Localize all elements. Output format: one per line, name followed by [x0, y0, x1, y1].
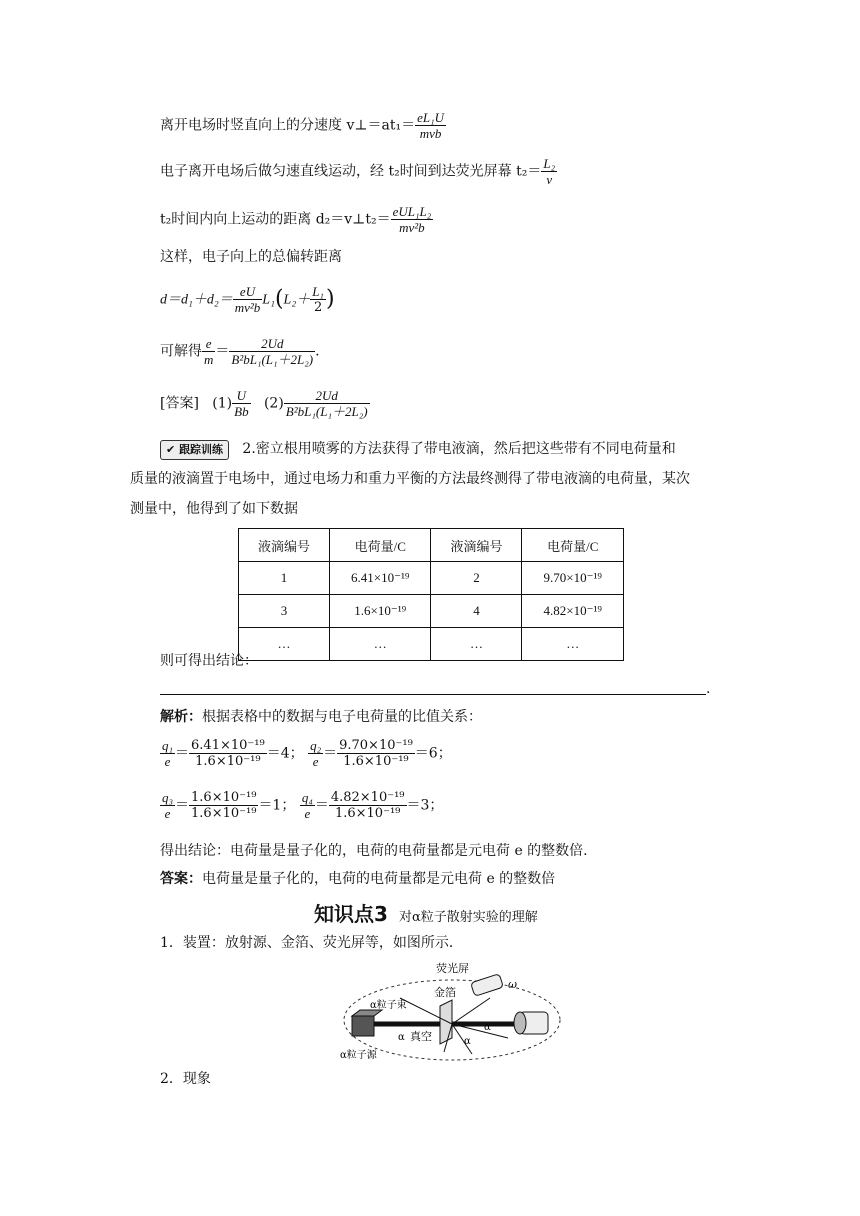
- charge-table: [238, 528, 624, 661]
- label-omega: ω: [508, 978, 517, 991]
- total-deflection-label: 这样，电子向上的总偏转距离: [160, 249, 342, 265]
- label-source: α粒子源: [340, 1050, 377, 1061]
- practice-badge: ✔ 跟踪训练: [160, 440, 229, 460]
- table-cell: 4.82×10⁻¹⁹: [522, 595, 624, 628]
- practice-line-2: 质量的液滴置于电场中，通过电场力和重力平衡的方法最终测得了带电液滴的电荷量，某次: [130, 471, 690, 487]
- distance-line: t₂时间内向上运动的距离 d₂＝v⊥t₂＝ $\frac{\text{eUL₁L₂}}{\text{mv²b}}$: [160, 204, 432, 235]
- time-line: 电子离开电场后做匀速直线运动，经 t₂时间到达荧光屏幕 t₂＝ $\frac{\text{L₂}}{v}$: [160, 156, 556, 187]
- alpha-source: [352, 1016, 374, 1036]
- analysis-result: 得出结论：电荷量是量子化的，电荷的电荷量都是元电荷 e 的整数倍.: [160, 843, 588, 859]
- item-1: 1．装置：放射源、金箔、荧光屏等，如图所示．: [160, 935, 463, 951]
- scatter-ray: [452, 998, 490, 1024]
- answer-line: [答案] (1) $\frac{U}{Bb}$ (2) $\frac{2Ud}{\text{B²bL₁(L₁＋2L₂)}}$: [160, 388, 368, 419]
- label-foil: 金箔: [434, 986, 456, 999]
- table-cell: 2: [431, 562, 522, 595]
- scattering-diagram: [340, 958, 570, 1064]
- answer-blank[interactable]: [160, 694, 706, 695]
- table-header: 电荷量/C: [522, 529, 624, 562]
- label-alpha: α: [484, 1022, 491, 1033]
- conclusion-prompt: 则可得出结论：: [160, 653, 258, 669]
- total-deflection-formula: d＝d₁＋d₂＝ $\frac{eU}{\text{mv²b}}$ L₁(L₂＋ $\frac{\text{L₁}}{2}$ ): [160, 284, 335, 315]
- table-cell: 1: [239, 562, 330, 595]
- label-screen: 荧光屏: [436, 962, 469, 975]
- check-icon: ✔: [166, 443, 176, 456]
- label-alpha: α: [398, 1032, 405, 1043]
- gold-foil: [440, 1000, 452, 1044]
- final-answer: 答案：电荷量是量子化的，电荷的电荷量都是元电荷 e 的整数倍: [160, 871, 556, 887]
- label-alpha: α: [464, 1036, 471, 1047]
- table-cell: …: [329, 628, 431, 661]
- analysis-line: 解析：根据表格中的数据与电子电荷量的比值关系：: [160, 709, 482, 725]
- practice-line-1: ✔ 跟踪训练 2.密立根用喷雾的方法获得了带电液滴，然后把这些带有不同电荷量和: [160, 440, 676, 460]
- velocity-line: 离开电场时竖直向上的分速度 v⊥＝at₁＝ $\frac{\text{eL₁U}}{\text{mvb}}$: [160, 110, 445, 141]
- blank-period: .: [706, 681, 711, 697]
- table-cell: …: [522, 628, 624, 661]
- section-heading: 知识点3 对α粒子散射实验的理解: [314, 902, 538, 926]
- fluorescent-screen: [471, 974, 504, 997]
- table-cell: 1.6×10⁻¹⁹: [329, 595, 431, 628]
- table-header: 电荷量/C: [329, 529, 431, 562]
- practice-line-3: 测量中，他得到了如下数据: [130, 501, 298, 517]
- item-2: 2．现象: [160, 1071, 211, 1087]
- table-cell: 9.70×10⁻¹⁹: [522, 562, 624, 595]
- table-cell: …: [239, 628, 330, 661]
- table-row: [239, 628, 624, 661]
- microscope-lens: [514, 1012, 526, 1034]
- table-cell: 4: [431, 595, 522, 628]
- table-row: [239, 562, 624, 595]
- label-beam: α粒子束: [370, 1000, 407, 1011]
- table-header-row: [239, 529, 624, 562]
- table-cell: 3: [239, 595, 330, 628]
- table-header: 液滴编号: [239, 529, 330, 562]
- solution-line: 可解得 $\frac{e}{m}$ ＝ $\frac{2Ud}{\text{B²bL₁(L₁＋2L₂)}}$ .: [160, 336, 320, 367]
- ratio-line-1: $\frac{\text{q₁}}{e}$ ＝ $\frac{\text{6.41×10⁻¹⁹}}{\text{1.6×10⁻¹⁹}}$ ＝4； $\frac{\text{q₂}}{e}$ ＝ $\frac{\text{9.70×10⁻¹⁹}}{\text{1.6×10⁻¹⁹}}$ ＝6；: [162, 738, 452, 769]
- label-vacuum: 真空: [410, 1030, 432, 1043]
- ratio-line-2: $\frac{\text{q₃}}{e}$ ＝ $\frac{\text{1.6×10⁻¹⁹}}{\text{1.6×10⁻¹⁹}}$ ＝1； $\frac{\text{q₄}}{e}$ ＝ $\frac{\text{4.82×10⁻¹⁹}}{\text{1.6×10⁻¹⁹}}$ ＝3；: [162, 790, 444, 821]
- table-row: [239, 595, 624, 628]
- table-cell: 6.41×10⁻¹⁹: [329, 562, 431, 595]
- table-cell: …: [431, 628, 522, 661]
- table-header: 液滴编号: [431, 529, 522, 562]
